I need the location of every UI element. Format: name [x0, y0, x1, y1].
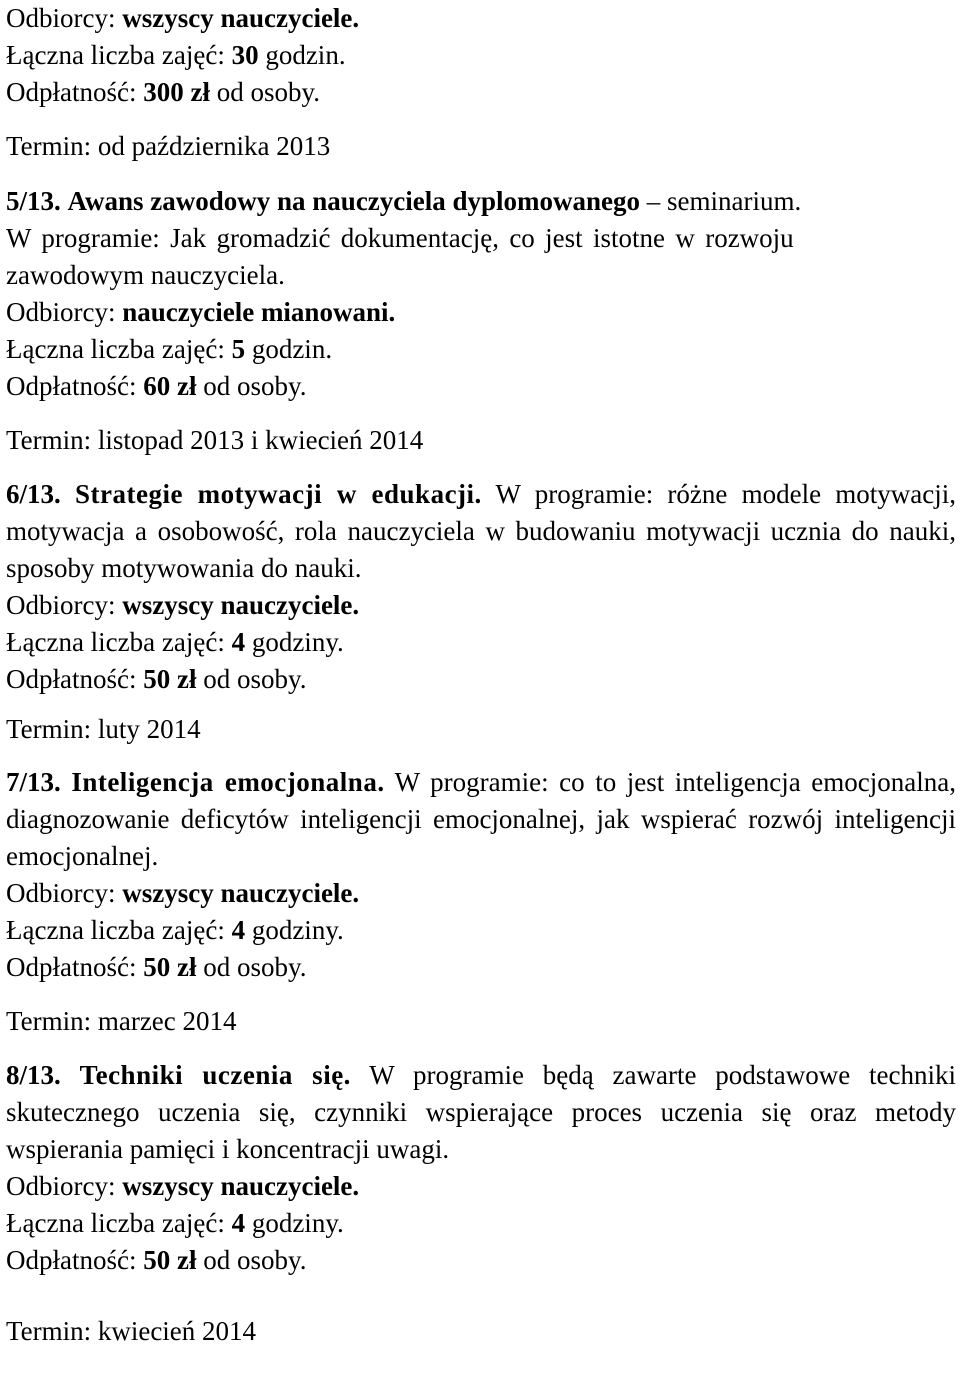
course-title: Awans zawodowy na nauczyciela dyplomowanego: [67, 186, 641, 216]
liczba-zajec-value: 4: [231, 627, 246, 657]
liczba-zajec-unit: godziny.: [251, 915, 344, 945]
odplatnosc-line: [6, 949, 956, 986]
course-number: 5/13.: [6, 186, 61, 216]
odplatnosc-line: [6, 74, 956, 111]
course-description: W programie: co to jest inteligencja emocjonalna, diagnozowanie deficytów inteligencji emocjonalnej, jak wspierać rozwój inteligencji emocjonalnej.: [6, 767, 956, 871]
termin-line: Termin: listopad 2013 i kwiecień 2014: [6, 425, 424, 455]
liczba-zajec-line: [6, 624, 956, 661]
course-description-line-1: – seminarium.: [646, 186, 802, 216]
odbiorcy-label: Odbiorcy:: [6, 1171, 116, 1201]
odbiorcy-label: Odbiorcy:: [6, 590, 116, 620]
course-description-line-2: W programie: Jak gromadzić dokumentację, co jest istotne w rozwoju: [6, 223, 794, 253]
odplatnosc-unit: od osoby.: [216, 77, 320, 107]
course-description: W programie: różne modele motywacji, motywacja a osobowość, rola nauczyciela w budowaniu motywacji ucznia do nauki, sposoby motywowania do nauki.: [6, 479, 956, 583]
course-5: [6, 183, 956, 459]
odplatnosc-label: Odpłatność:: [6, 371, 137, 401]
liczba-zajec-unit: godziny.: [251, 1208, 344, 1238]
course-title: Strategie motywacji w edukacji.: [74, 479, 482, 509]
liczba-zajec-unit: godziny.: [251, 627, 344, 657]
odplatnosc-unit: od osoby.: [203, 1245, 307, 1275]
termin-line: Termin: kwiecień 2014: [6, 1316, 257, 1346]
odbiorcy-line: [6, 294, 956, 331]
liczba-zajec-value: 30: [231, 40, 259, 70]
odbiorcy-label: Odbiorcy:: [6, 3, 116, 33]
odbiorcy-line: [6, 0, 956, 37]
odbiorcy-value: wszyscy nauczyciele.: [122, 1171, 360, 1201]
odbiorcy-label: Odbiorcy:: [6, 297, 116, 327]
liczba-zajec-label: Łączna liczba zajęć:: [6, 627, 225, 657]
course-paragraph: [6, 764, 956, 875]
course-title: Inteligencja emocjonalna.: [71, 767, 385, 797]
course-heading: [6, 183, 956, 220]
course-6: [6, 476, 956, 748]
liczba-zajec-unit: godzin.: [251, 334, 333, 364]
course-title: Techniki uczenia się.: [79, 1060, 351, 1090]
liczba-zajec-value: 4: [231, 1208, 246, 1238]
termin-line: Termin: od października 2013: [6, 131, 331, 161]
liczba-zajec-value: 5: [231, 334, 246, 364]
odplatnosc-value: 50 zł: [143, 1245, 197, 1275]
liczba-zajec-label: Łączna liczba zajęć:: [6, 915, 225, 945]
liczba-zajec-line: [6, 1205, 956, 1242]
odplatnosc-line: [6, 368, 956, 405]
odplatnosc-unit: od osoby.: [203, 952, 307, 982]
odplatnosc-label: Odpłatność:: [6, 77, 137, 107]
liczba-zajec-line: [6, 331, 956, 368]
odplatnosc-value: 50 zł: [143, 664, 197, 694]
odplatnosc-line: [6, 661, 956, 698]
odbiorcy-line: [6, 1168, 956, 1205]
odplatnosc-label: Odpłatność:: [6, 952, 137, 982]
liczba-zajec-label: Łączna liczba zajęć:: [6, 1208, 225, 1238]
course-number: 7/13.: [6, 767, 61, 797]
odplatnosc-unit: od osoby.: [203, 664, 307, 694]
odplatnosc-label: Odpłatność:: [6, 1245, 137, 1275]
liczba-zajec-label: Łączna liczba zajęć:: [6, 334, 225, 364]
liczba-zajec-value: 4: [231, 915, 246, 945]
odplatnosc-line: [6, 1242, 956, 1279]
course-paragraph: [6, 476, 956, 587]
odbiorcy-value: wszyscy nauczyciele.: [122, 590, 360, 620]
odplatnosc-value: 60 zł: [143, 371, 197, 401]
course-paragraph: [6, 1057, 956, 1168]
odbiorcy-value: nauczyciele mianowani.: [122, 297, 396, 327]
odbiorcy-value: wszyscy nauczyciele.: [122, 3, 360, 33]
course-number: 6/13.: [6, 479, 61, 509]
odbiorcy-label: Odbiorcy:: [6, 878, 116, 908]
odplatnosc-label: Odpłatność:: [6, 664, 137, 694]
odbiorcy-line: [6, 587, 956, 624]
termin-line: Termin: marzec 2014: [6, 1006, 237, 1036]
course-number: 8/13.: [6, 1060, 61, 1090]
odplatnosc-value: 50 zł: [143, 952, 197, 982]
course-description-line-3: zawodowym nauczyciela.: [6, 260, 285, 290]
course-4-tail: [6, 0, 956, 165]
termin-line: Termin: luty 2014: [6, 714, 201, 744]
odbiorcy-value: wszyscy nauczyciele.: [122, 878, 360, 908]
document-page: [6, 0, 956, 1350]
odplatnosc-value: 300 zł: [143, 77, 210, 107]
liczba-zajec-unit: godzin.: [265, 40, 346, 70]
odplatnosc-unit: od osoby.: [203, 371, 307, 401]
course-7: [6, 764, 956, 1040]
liczba-zajec-line: [6, 37, 956, 74]
course-description: W programie będą zawarte podstawowe techniki skutecznego uczenia się, czynniki wspierające proces uczenia się oraz metody wspierania pamięci i koncentracji uwagi.: [6, 1060, 957, 1164]
liczba-zajec-label: Łączna liczba zajęć:: [6, 40, 225, 70]
odbiorcy-line: [6, 875, 956, 912]
liczba-zajec-line: [6, 912, 956, 949]
course-8: [6, 1057, 956, 1350]
